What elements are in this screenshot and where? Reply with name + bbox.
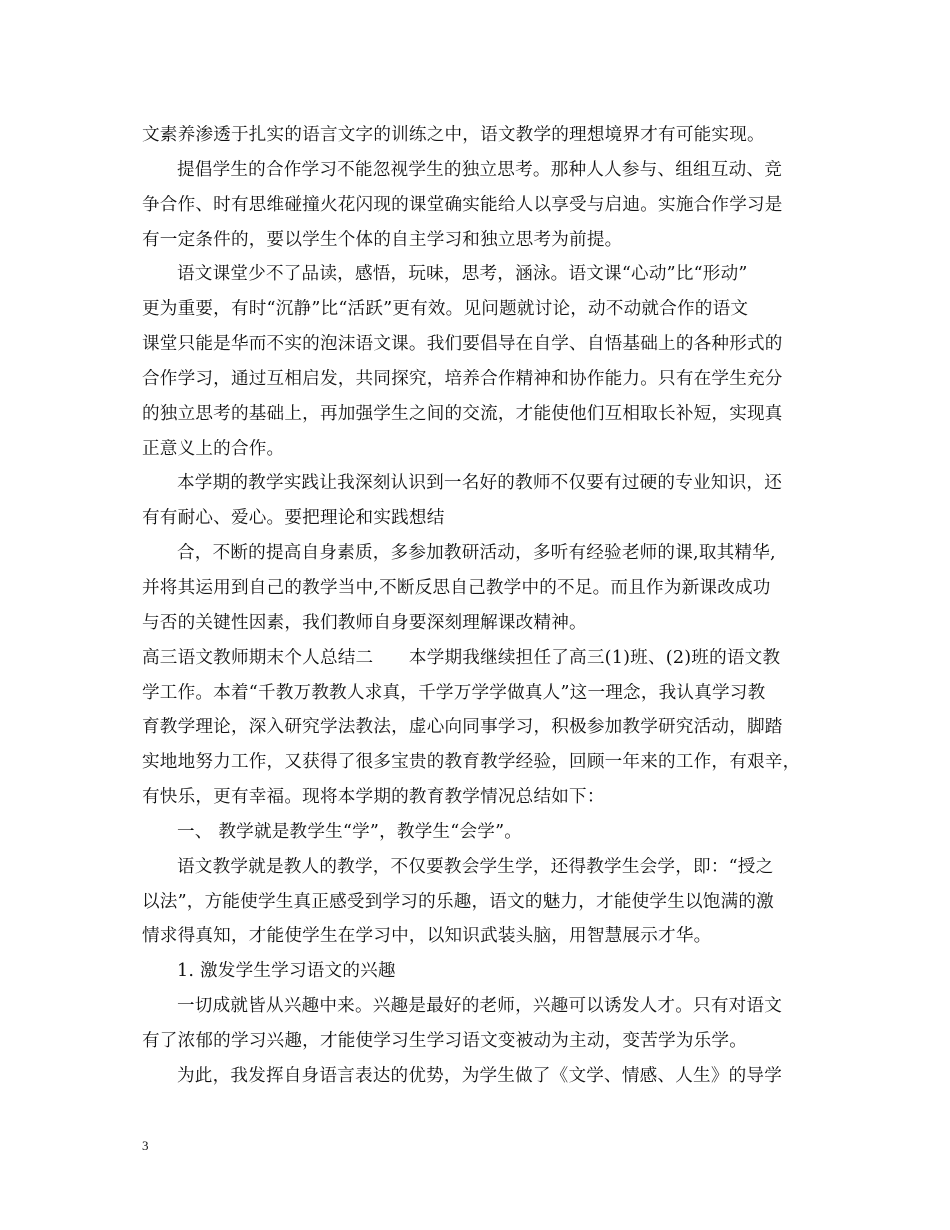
text-line: 学工作。本着“千教万教教人求真，千学万学学做真人”这一理念，我认真学习教 <box>142 682 766 703</box>
text-line: 实地地努力工作，又获得了很多宝贵的教育教学经验，回顾一年来的工作，有艰辛， <box>142 752 801 773</box>
text-line: 更为重要，有时“沉静”比“活跃”更有效。见问题就讨论，动不动就合作的语文 <box>142 299 749 320</box>
text-line: 合作学习，通过互相启发，共同探究，培养合作精神和协作能力。只有在学生充分 <box>142 368 783 389</box>
text-line: 有快乐，更有幸福。现将本学期的教育教学情况总结如下： <box>142 787 605 808</box>
document-body <box>142 118 812 1094</box>
text-line: 正意义上的合作。 <box>142 438 285 459</box>
text-line: 1. 激发学生学习语文的兴趣 <box>177 961 396 982</box>
text-line: 并将其运用到自己的教学当中,不断反思自己教学中的不足。而且作为新课改成功 <box>142 577 771 598</box>
text-line: 高三语文教师期末个人总结二 本学期我继续担任了高三(1)班、(2)班的语文教 <box>142 647 781 668</box>
text-line: 为此，我发挥自身语言表达的优势，为学生做了《文学、情感、人生》的导学 <box>177 1065 782 1086</box>
text-line: 育教学理论，深入研究学法教法，虚心向同事学习，积极参加教学研究活动，脚踏 <box>142 717 783 738</box>
text-line: 语文教学就是教人的教学，不仅要教会学生学，还得教学生会学，即：“授之 <box>177 856 774 877</box>
text-line: 本学期的教学实践让我深刻认识到一名好的教师不仅要有过硬的专业知识，还 <box>177 473 782 494</box>
text-line: 与否的关键性因素，我们教师自身要深刻理解课改精神。 <box>142 612 587 633</box>
text-line: 文素养渗透于扎实的语言文字的训练之中，语文教学的理想境界才有可能实现。 <box>142 125 765 145</box>
text-line: 有有耐心、爱心。要把理论和实践想结 <box>142 508 445 529</box>
text-line: 有一定条件的，要以学生个体的自主学习和独立思考为前提。 <box>142 229 623 250</box>
text-line: 语文课堂少不了品读，感悟，玩味，思考，涵泳。语文课“心动”比“形动” <box>177 264 748 285</box>
text-line: 提倡学生的合作学习不能忽视学生的独立思考。那种人人参与、组组互动、竞 <box>177 159 782 180</box>
page-number: 3 <box>142 1138 149 1153</box>
text-line: 情求得真知，才能使学生在学习中，以知识武装头脑，用智慧展示才华。 <box>142 926 712 947</box>
text-line: 以法”，方能使学生真正感受到学习的乐趣，语文的魅力，才能使学生以饱满的激 <box>142 891 774 912</box>
text-line: 一、 教学就是教学生“学”，教学生“会学”。 <box>177 821 523 842</box>
text-line: 争合作、时有思维碰撞火花闪现的课堂确实能给人以享受与启迪。实施合作学习是 <box>142 194 783 215</box>
text-line: 课堂只能是华而不实的泡沫语文课。我们要倡导在自学、自悟基础上的各种形式的 <box>142 334 783 355</box>
text-line: 一切成就皆从兴趣中来。兴趣是最好的老师，兴趣可以诱发人才。只有对语文 <box>177 996 782 1017</box>
text-line: 合，不断的提高自身素质，多参加教研活动，多听有经验老师的课,取其精华, <box>177 543 776 564</box>
text-line: 有了浓郁的学习兴趣，才能使学习生学习语文变被动为主动，变苦学为乐学。 <box>142 1030 747 1051</box>
text-line: 的独立思考的基础上，再加强学生之间的交流，才能使他们互相取长补短，实现真 <box>142 403 783 424</box>
